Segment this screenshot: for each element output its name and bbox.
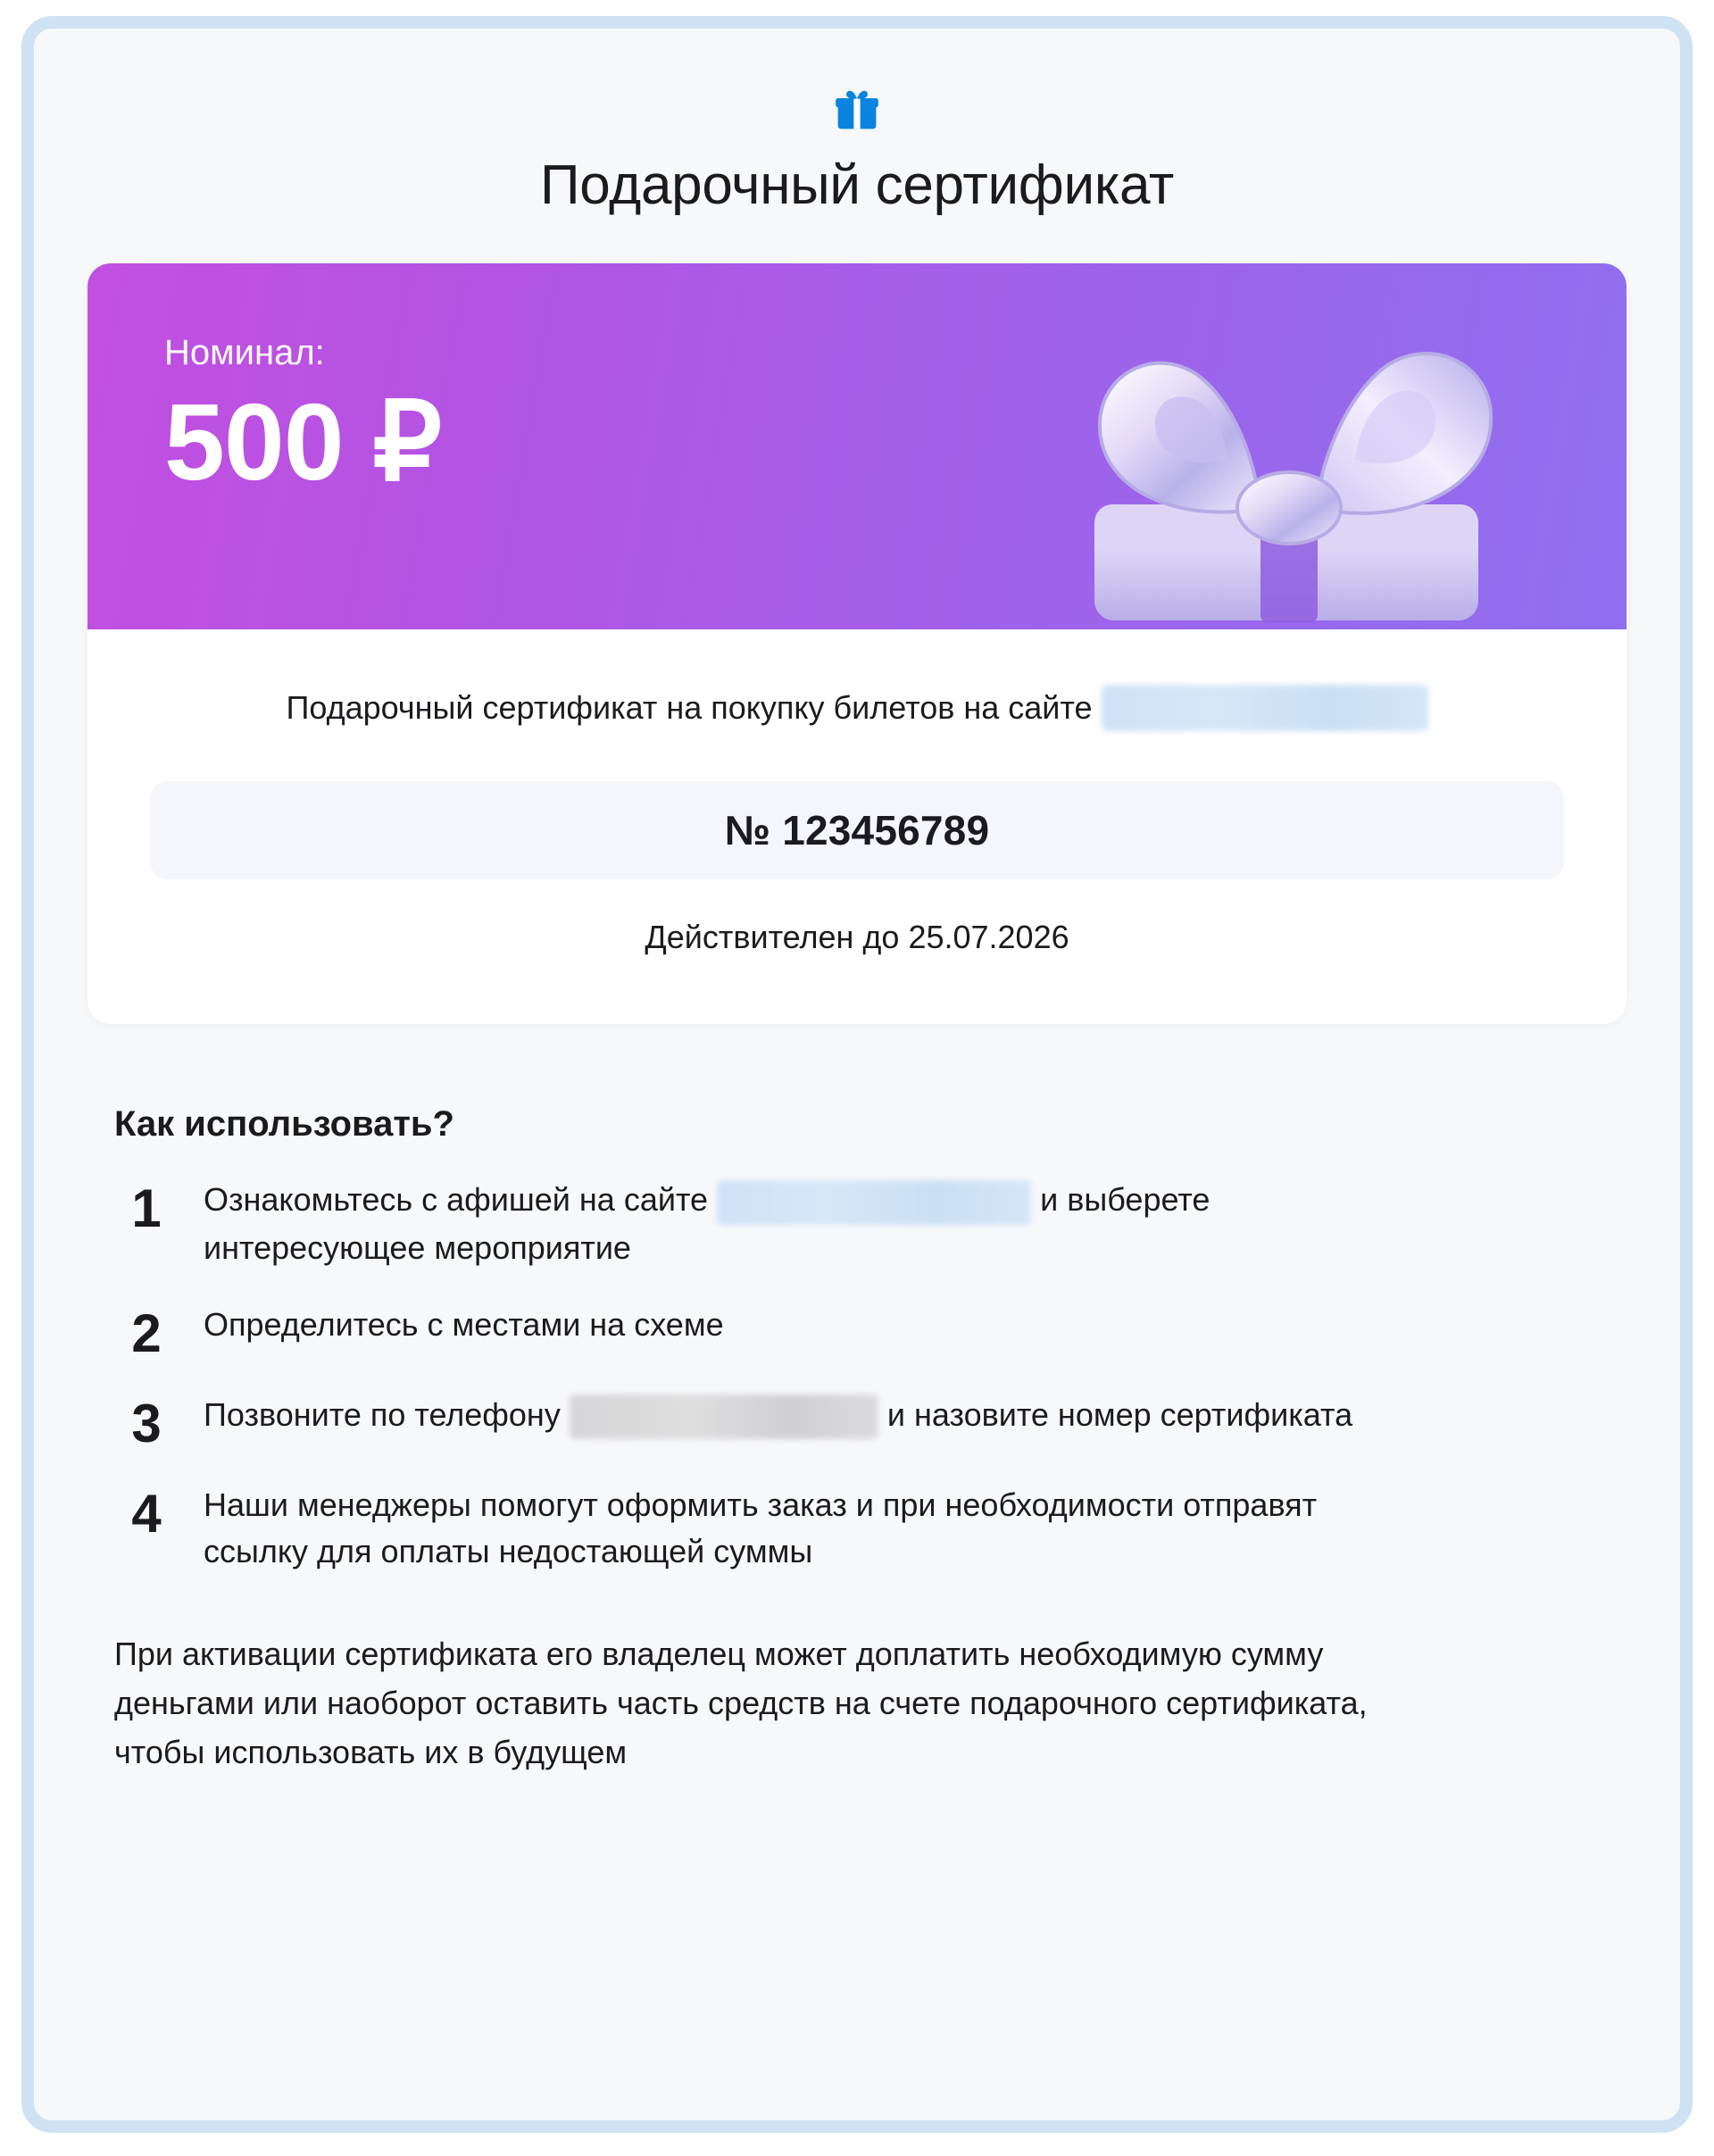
certificate-frame <box>21 16 1693 2133</box>
gift-icon <box>833 86 881 134</box>
step-number: 1 <box>131 1178 162 1239</box>
certificate-number: № 123456789 <box>724 807 990 854</box>
certificate-description-text: Подарочный сертификат на покупку билетов на сайте <box>286 688 1093 726</box>
step-text-before: Ознакомьтесь с афишей на сайте <box>204 1181 709 1219</box>
step-text <box>204 1392 1352 1439</box>
step-text-after: и выберете интересующее мероприятие <box>204 1181 1211 1266</box>
certificate-number-box <box>150 781 1564 879</box>
certificate-banner <box>87 263 1627 629</box>
list-item <box>114 1482 1600 1575</box>
howto-section <box>87 1104 1627 1777</box>
step-number: 3 <box>131 1393 162 1453</box>
list-item <box>114 1302 1600 1361</box>
step-text-before: Наши менеджеры помогут оформить заказ и при необходимости отправят ссылку для оплаты недостающей суммы <box>204 1486 1318 1570</box>
redacted-site-url <box>717 1180 1031 1225</box>
list-item <box>114 1177 1600 1271</box>
redacted-phone-number <box>570 1394 878 1439</box>
certificate-valid-until: Действителен до 25.07.2026 <box>645 919 1069 956</box>
step-text-before: Позвоните по телефону <box>204 1395 561 1433</box>
nominal-label: Номинал: <box>164 333 325 373</box>
howto-steps <box>114 1177 1600 1575</box>
step-text-after: и назовите номер сертификата <box>886 1395 1353 1433</box>
step-number: 2 <box>131 1303 162 1363</box>
certificate-card <box>87 263 1627 1024</box>
nominal-value: 500 ₽ <box>164 381 442 504</box>
list-item <box>114 1392 1600 1452</box>
banner-text <box>164 333 442 504</box>
step-text <box>204 1177 1391 1271</box>
step-number: 4 <box>131 1483 162 1544</box>
certificate-body <box>87 629 1627 1024</box>
step-text <box>204 1482 1391 1575</box>
step-text <box>204 1302 724 1348</box>
gift-ribbon-icon <box>1048 285 1548 629</box>
howto-title: Как использовать? <box>114 1104 454 1145</box>
howto-footnote: При активации сертификата его владелец может доплатить необходимую сумму деньгами или наоборот оставить часть средств на счете подарочного сертификата, чтобы использовать их в будущем <box>114 1636 1368 1770</box>
redacted-site-url <box>1102 685 1428 731</box>
page-title: Подарочный сертификат <box>540 154 1174 216</box>
certificate-description <box>150 685 1564 731</box>
gift-icon-container <box>87 86 1627 134</box>
step-text-before: Определитесь с местами на схеме <box>204 1305 724 1343</box>
